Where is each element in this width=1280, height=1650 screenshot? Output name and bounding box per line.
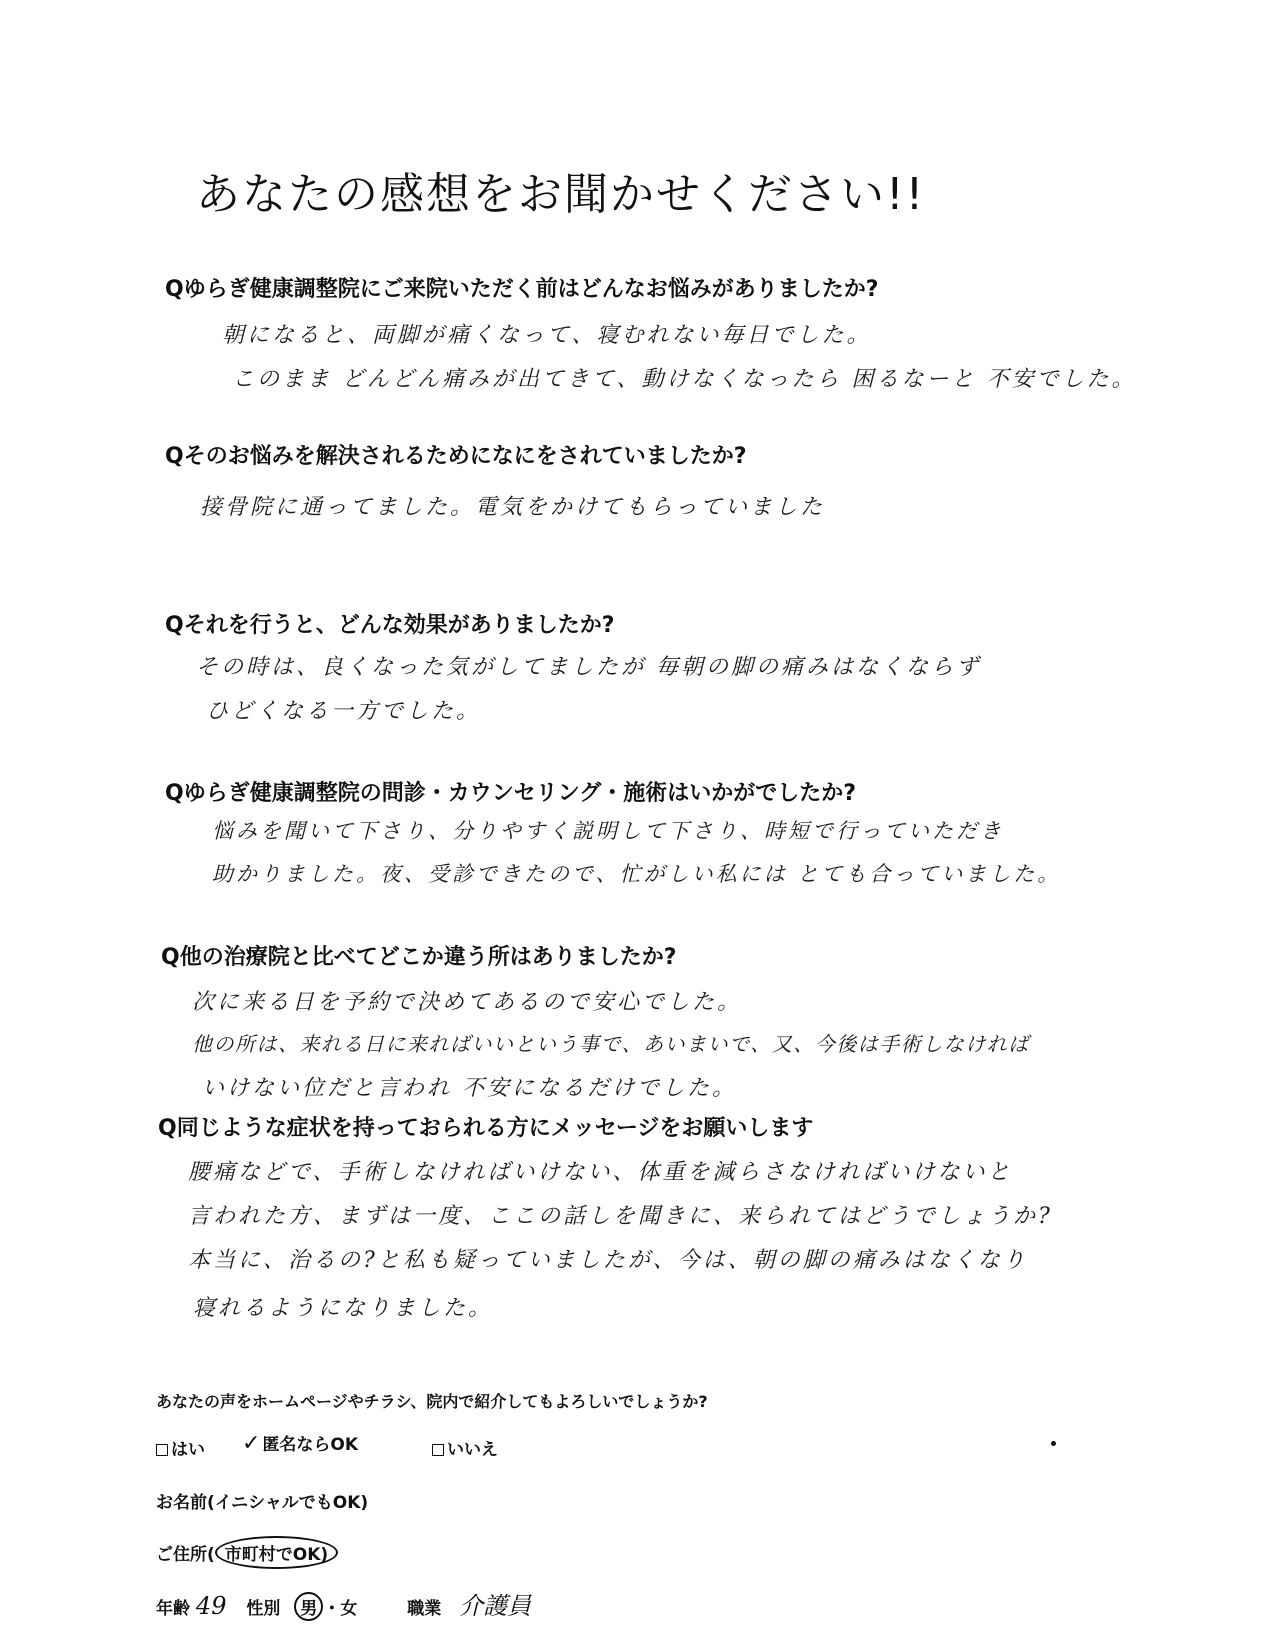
address-field[interactable] (156, 1536, 338, 1569)
job-label: 職業 (407, 1599, 442, 1619)
answer-5-line-3: いけない位だと言われ 不安になるだけでした。 (202, 1076, 737, 1101)
gender-label: 性別 (246, 1599, 281, 1619)
question-1: Qゆらぎ健康調整院にご来院いただく前はどんなお悩みがありましたか? (165, 277, 879, 302)
answer-4-line-1: 悩みを聞いて下さり、分りやすく説明して下さり、時短で行っていただき (212, 819, 1004, 843)
consent-question: あなたの声をホームページやチラシ、院内で紹介してもよろしいでしょうか? (156, 1392, 708, 1411)
option-anonymous-label: 匿名ならOK (262, 1435, 359, 1455)
gender-male[interactable]: 男 (294, 1592, 323, 1621)
option-no-label: いいえ (447, 1440, 498, 1460)
answer-6-line-1: 腰痛などで、手術しなければいけない、体重を減らさなければいけないと (188, 1160, 1013, 1185)
answer-6-line-3: 本当に、治るの?と私も疑っていましたが、今は、朝の脚の痛みはなくなり (188, 1248, 1028, 1273)
answer-1-line-1: 朝になると、両脚が痛くなって、寝むれない毎日でした。 (222, 323, 872, 348)
stray-dot (1051, 1441, 1056, 1446)
address-label: ご住所( (156, 1545, 215, 1565)
page-title: あなたの感想をお聞かせください!! (196, 169, 926, 220)
gender-female[interactable]: 女 (340, 1599, 358, 1619)
checkbox-yes[interactable] (156, 1444, 168, 1456)
age-value: 49 (195, 1592, 227, 1620)
question-6: Q同じような症状を持っておられる方にメッセージをお願いします (158, 1116, 814, 1141)
answer-4-line-2: 助かりました。夜、受診できたので、忙がしい私には とても合っていました。 (212, 862, 1062, 886)
question-5: Q他の治療院と比べてどこか違う所はありましたか? (161, 945, 677, 970)
address-hint: 市町村でOK) (215, 1536, 338, 1569)
option-no[interactable] (432, 1435, 498, 1460)
age-label: 年齢 (156, 1599, 190, 1619)
answer-6-line-2: 言われた方、まずは一度、ここの話しを聞きに、来られてはどうでしょうか? (188, 1204, 1053, 1229)
profile-row (156, 1586, 531, 1621)
answer-2-line-1: 接骨院に通ってました。電気をかけてもらっていました (200, 495, 826, 520)
answer-3-line-1: その時は、良くなった気がしてましたが 毎朝の脚の痛みはなくならず (196, 655, 981, 680)
question-4: Qゆらぎ健康調整院の問診・カウンセリング・施術はいかがでしたか? (165, 781, 857, 806)
gender-separator: ・ (323, 1599, 341, 1619)
answer-1-line-2: このまま どんどん痛みが出てきて、動けなくなったら 困るなーと 不安でした。 (232, 367, 1137, 392)
name-label: お名前(イニシャルでもOK) (156, 1493, 369, 1513)
check-mark-icon: ✓ (242, 1431, 261, 1456)
question-2: Qそのお悩みを解決されるためになにをされていましたか? (165, 444, 747, 469)
option-yes[interactable] (156, 1435, 205, 1460)
answer-6-line-4: 寝れるようになりました。 (193, 1296, 494, 1321)
option-anonymous[interactable] (242, 1430, 358, 1456)
answer-5-line-1: 次に来る日を予約で決めてあるので安心でした。 (192, 990, 743, 1015)
answer-5-line-2: 他の所は、来れる日に来ればいいという事で、あいまいで、又、今後は手術しなければ (192, 1032, 1030, 1056)
option-yes-label: はい (171, 1440, 205, 1460)
job-value: 介護員 (459, 1592, 532, 1620)
question-3: Qそれを行うと、どんな効果がありましたか? (165, 613, 615, 638)
answer-3-line-2: ひどくなる一方でした。 (206, 699, 482, 724)
checkbox-no[interactable] (432, 1444, 444, 1456)
